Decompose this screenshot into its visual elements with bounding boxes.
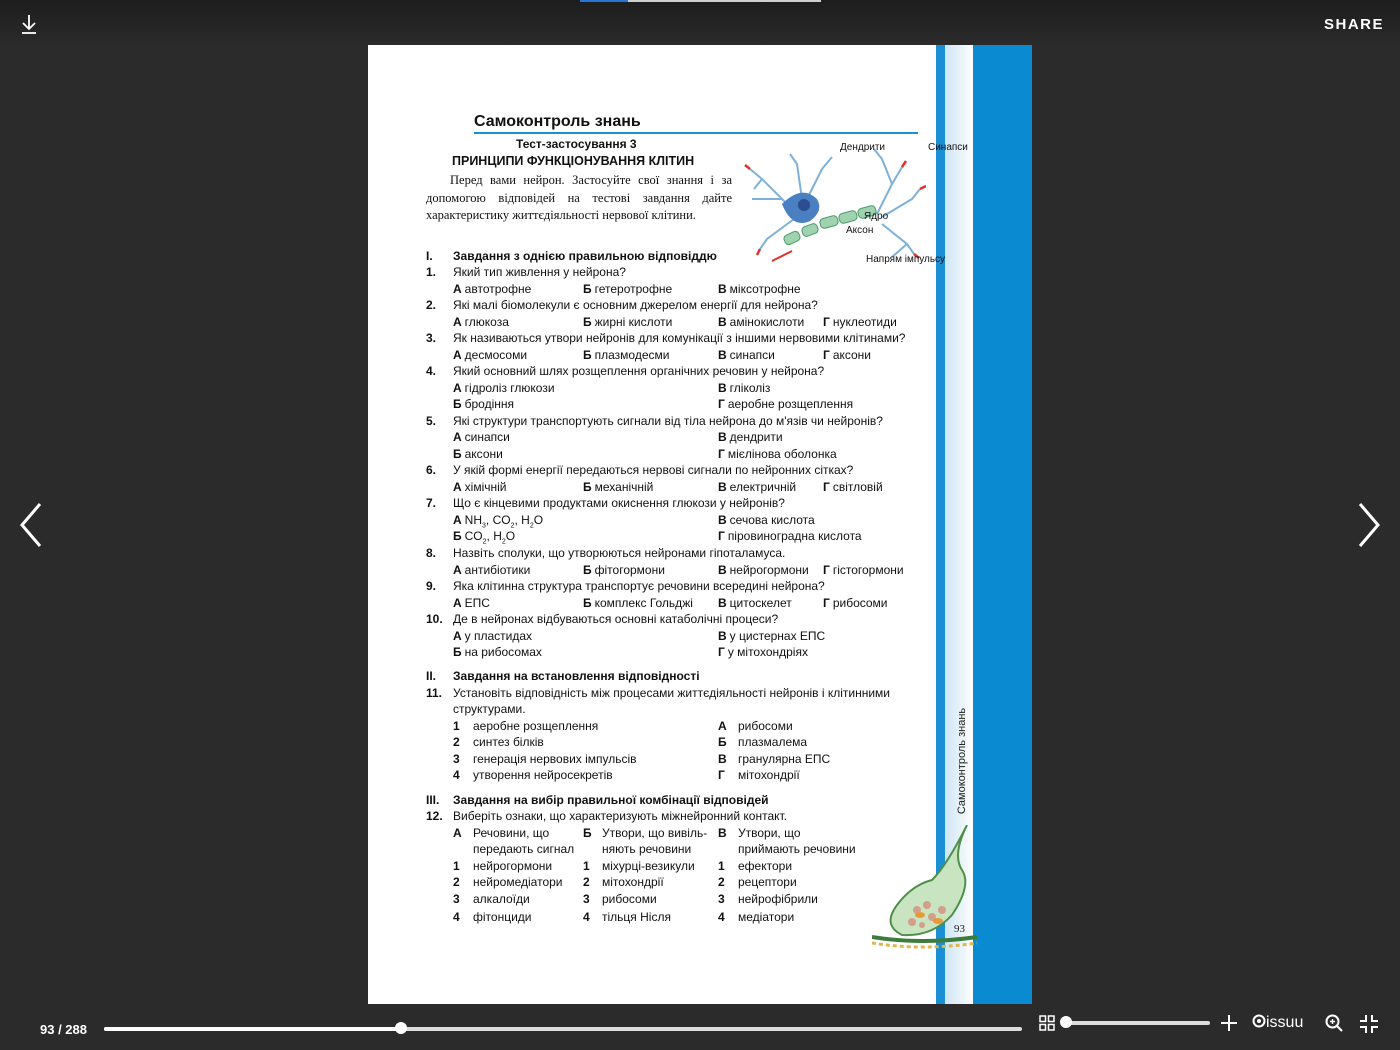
page-slider-fill <box>104 1027 401 1031</box>
intro-paragraph: Перед вами нейрон. Застосуйте свої знання і за допомогою відповідей на тестові завдання дайте характеристику життєдіяльності нервової клітини. <box>426 173 732 222</box>
page-title: Самоконтроль знань <box>474 113 641 130</box>
share-button[interactable]: SHARE <box>1323 16 1384 33</box>
page-counter: 93 / 288 <box>40 1022 87 1037</box>
figure-label-synapses: Синапси <box>928 142 968 153</box>
grid-view-icon[interactable] <box>1039 1015 1055 1031</box>
test-subtitle: ПРИНЦИПИ ФУНКЦІОНУВАННЯ КЛІТИН <box>452 154 695 168</box>
download-icon[interactable] <box>18 12 40 36</box>
issuu-logo[interactable]: issuu <box>1252 1014 1303 1032</box>
zoom-slider[interactable] <box>1066 1021 1210 1025</box>
page-number: 93 <box>954 923 965 935</box>
neuron-figure <box>742 139 968 271</box>
figure-label-dendrites: Дендрити <box>840 142 886 153</box>
page-slider-thumb[interactable] <box>395 1022 407 1034</box>
bottom-bar <box>0 1006 1400 1050</box>
figure-label-nucleus: Ядро <box>864 211 889 222</box>
test-title: Тест-застосування 3 <box>516 137 637 151</box>
side-running-title: Самоконтроль знань <box>956 707 968 815</box>
page-slider[interactable] <box>104 1027 1022 1031</box>
next-page-icon[interactable] <box>1352 500 1386 550</box>
exit-fullscreen-icon[interactable] <box>1359 1014 1379 1034</box>
top-bar <box>0 0 1400 46</box>
figure-label-impulse: Напрям імпульсу <box>866 254 946 265</box>
zoom-slider-thumb[interactable] <box>1060 1016 1072 1028</box>
search-zoom-icon[interactable] <box>1325 1014 1343 1032</box>
top-loading-bar <box>580 0 821 2</box>
prev-page-icon[interactable] <box>14 500 48 550</box>
document-page <box>368 45 1032 1004</box>
synapse-illustration <box>872 825 982 955</box>
page-content: Самоконтроль знань Тест-застосування 3 ПРИНЦИПИ ФУНКЦІОНУВАННЯ КЛІТИН Перед вами нейрон. Застосуйте свої знання і за допомогою відповідей на тестові завдання дайте характеристику життєдіяльності нервової клітини. Дендрити Синапси Ядро Аксон Напрям імпульсу I. Завдання з однією правильною відповіддю 1. Який тип живлення у нейрона? А автотрофне Б гетеротрофне В міксотрофне 2. Які малі біомолекули є основним джерелом енергії для нейрона? А глюкоза Б жирні кислоти В амінокислоти Г нуклеотиди 3. Як називаються утвори нейронів для комунікації з іншими нервовими клітинами? А десмосоми Б плазмодесми В синапси Г аксони 4. Який основний шлях розщеплення органічних речовин у нейрона? А гідроліз глюкози В гліколіз Б бродіння Г аеробне розщеплення 5. Які структури транспортують сигнали від тіла нейрона до м'язів чи нейронів? А синапси В дендрити Б аксони Г мієлінова оболонка 6. У якій формі енергії передаються нервові сигнали по нейронних сітках? А хімічній Б механічній В електричній Г світловій 7. Що є кінцевими продуктами окиснення глюкози у нейронів? А $NH_3$, $CO_2$, $H_2O$ В сечова кислота Б $CO_2$, $H_2O$ Г піровиноградна кислота 8. Назвіть сполуки, що утворюються нейронами гіпоталамуса. А антибіотики Б фітогормони В нейрогормони Г гістогормони 9. Яка клітинна структура транспортує речовини всередині нейрона? А ЕПС Б комплекс Гольджі В цитоскелет Г рибосоми 10. Де в нейронах відбуваються основні катаболічні процеси? А у пластидах В у цистернах ЕПС Б на рибосомах Г у мітохондріях II. Завдання на встановлення відповідності 11. Установіть відповідність між процесами життєдіяльності нейронів і клітинними структурами. 1 аеробне розщеплення А рибосоми 2 синтез білків Б плазмалема 3 генерація нервових імпульсів В гранулярна ЕПС 4 утворення нейросекретів Г мітохондрії III. Завдання на вибір правильної комбінації відповідей 12. Виберіть ознаки, що характеризують міжнейронний контакт. А Речовини, що Б Утвори, що вивіль- В Утвори, що передають сигнал няють речовини приймають речовини 1 нейрогормони 1 міхурці-везикули 1 ефектори 2 нейромедіатори 2 мітохондрії 2 рецептори 3 алкалоїди 3 рибосоми 3 нейрофібрили 4 фітонциди 4 тільця Нісля 4 медіатори <box>426 45 922 1004</box>
zoom-in-icon[interactable] <box>1220 1014 1238 1032</box>
figure-label-axon: Аксон <box>846 225 874 236</box>
